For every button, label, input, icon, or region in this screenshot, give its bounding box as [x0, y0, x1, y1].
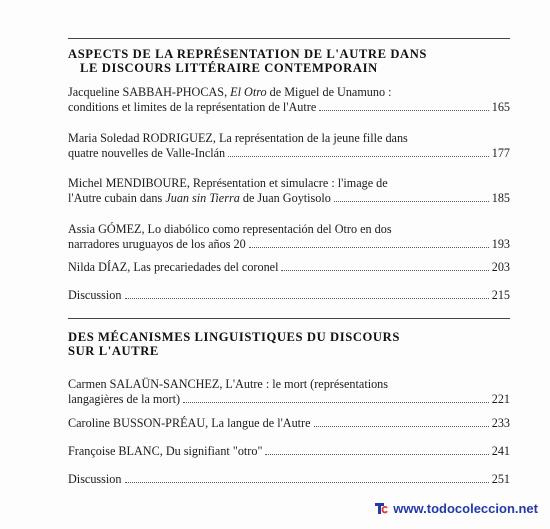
entry-line-2 [68, 392, 510, 407]
entry-title-italic: Juan sin Tierra [165, 191, 240, 205]
entry-text: narradores uruguayos de los años 20 [68, 237, 246, 251]
section-divider-middle [68, 318, 510, 319]
entry-text-post: de Juan Goytisolo [239, 191, 331, 205]
page-number: 221 [491, 392, 510, 406]
toc-entry-diaz [68, 260, 510, 275]
section-title-line-1: DES MÉCANISMES LINGUISTIQUES DU DISCOURS [68, 330, 400, 344]
section-title-linguistic [68, 331, 508, 358]
toc-entry-mendiboure [68, 176, 510, 206]
entry-text: Discussion [68, 472, 122, 486]
entry-line-1 [68, 288, 510, 303]
toc-entry-salaun-sanchez [68, 377, 510, 407]
page-number: 241 [491, 444, 510, 458]
entry-line-1: Maria Soledad RODRIGUEZ, La représentation de la jeune fille dans [68, 131, 408, 145]
toc-entry-gomez [68, 222, 510, 252]
entry-line-1 [68, 85, 510, 100]
entry-title-italic: El Otro [230, 85, 267, 99]
entry-text: Discussion [68, 288, 122, 302]
dot-leader [183, 402, 489, 403]
section-title-line-1: ASPECTS DE LA REPRÉSENTATION DE L'AUTRE DANS [68, 47, 428, 61]
entry-line-2 [68, 191, 510, 206]
section-title-line-2: SUR L'AUTRE [68, 343, 159, 358]
page-number: 165 [491, 100, 510, 114]
dot-leader [334, 201, 489, 202]
dot-leader [249, 247, 489, 248]
entry-line-1: Michel MENDIBOURE, Représentation et simulacre : l'image de [68, 176, 388, 190]
toc-entry-sabbah-phocas [68, 85, 510, 115]
entry-text [68, 191, 331, 206]
page-number: 193 [491, 237, 510, 251]
entry-line-1 [68, 260, 510, 275]
entry-text: Caroline BUSSON-PRÉAU, La langue de l'Autre [68, 416, 311, 430]
dot-leader [228, 156, 489, 157]
entry-title-rest: de Miguel de Unamuno : [266, 85, 392, 99]
entry-text-pre: l'Autre cubain dans [68, 191, 166, 205]
entry-text: langagières de la mort) [68, 392, 181, 406]
dot-leader [314, 426, 489, 427]
entry-text: Françoise BLANC, Du signifiant "otro" [68, 444, 263, 458]
page-number: 233 [491, 416, 510, 430]
page-number: 203 [491, 260, 510, 274]
page-number: 251 [491, 472, 510, 486]
entry-text: quatre nouvelles de Valle-Inclán [68, 146, 226, 160]
entry-line-1: Carmen SALAÜN-SANCHEZ, L'Autre : le mort (représentations [68, 377, 389, 391]
entry-line-1: Assia GÓMEZ, Lo diabólico como representación del Otro en dos [68, 222, 392, 236]
toc-entry-busson-preau [68, 416, 510, 431]
entry-text: Nilda DÍAZ, Las precariedades del coronel [68, 260, 279, 274]
entry-line-1 [68, 472, 510, 487]
entry-line-2 [68, 100, 510, 115]
toc-entry-blanc [68, 444, 510, 459]
section-title-line-2: LE DISCOURS LITTÉRAIRE CONTEMPORAIN [80, 60, 378, 75]
page-number: 215 [491, 288, 510, 302]
dot-leader [125, 298, 489, 299]
tc-logo-icon [373, 500, 389, 516]
dot-leader [281, 270, 488, 271]
page-number: 177 [491, 146, 510, 160]
dot-leader [319, 110, 488, 111]
entry-line-1 [68, 444, 510, 459]
section-title-representation [68, 48, 508, 75]
entry-line-1 [68, 416, 510, 431]
dot-leader [265, 454, 488, 455]
watermark [373, 500, 538, 516]
toc-entry-discussion-1 [68, 288, 510, 303]
toc-entry-rodriguez [68, 131, 510, 161]
entry-line-2 [68, 237, 510, 252]
entry-author: Jacqueline SABBAH-PHOCAS, [68, 85, 228, 99]
toc-entry-discussion-2 [68, 472, 510, 487]
entry-text: conditions et limites de la représentation de l'Autre [68, 100, 317, 114]
section-divider-top [68, 38, 510, 39]
page-number: 185 [491, 191, 510, 205]
entry-line-2 [68, 146, 510, 161]
watermark-text: www.todocoleccion.net [393, 500, 538, 516]
dot-leader [125, 482, 489, 483]
